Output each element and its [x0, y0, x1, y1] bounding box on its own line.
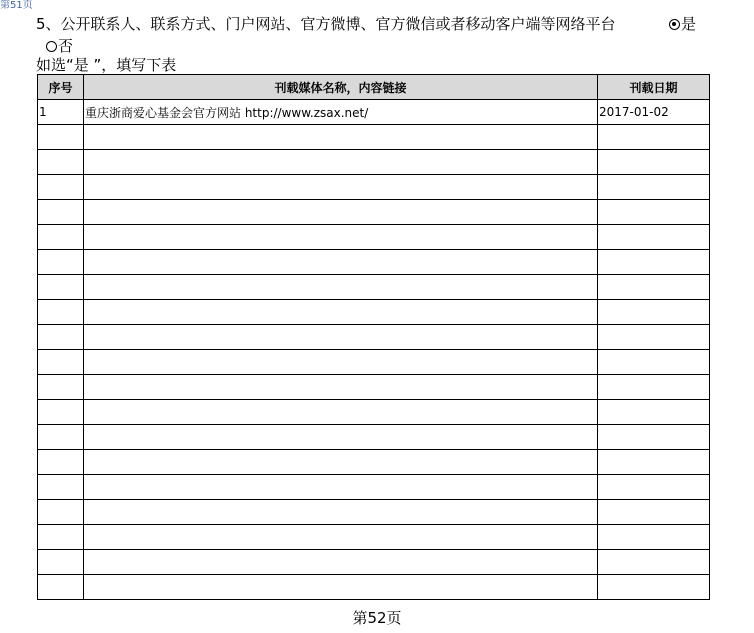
cell-media-name [84, 200, 598, 225]
cell-index [38, 175, 84, 200]
cell-date [598, 375, 710, 400]
cell-date [598, 250, 710, 275]
table-header-row [38, 75, 710, 100]
cell-index [38, 575, 84, 600]
table-row [38, 275, 710, 300]
table-row [38, 125, 710, 150]
cell-index [38, 300, 84, 325]
cell-index [38, 375, 84, 400]
cell-date [598, 525, 710, 550]
cell-date [598, 275, 710, 300]
table-row [38, 250, 710, 275]
table-row [38, 350, 710, 375]
cell-date [598, 575, 710, 600]
cell-index [38, 400, 84, 425]
radio-unchecked-icon[interactable] [46, 41, 57, 52]
cell-media-name [84, 500, 598, 525]
cell-media-name [84, 475, 598, 500]
cell-media-name [84, 450, 598, 475]
table-row [38, 475, 710, 500]
instruction-text: 如选“是 ”，填写下表 [36, 56, 177, 74]
radio-checked-icon[interactable] [669, 19, 680, 30]
page-number: 第52页 [352, 609, 402, 627]
cell-media-name [84, 575, 598, 600]
cell-date [598, 550, 710, 575]
cell-date [598, 150, 710, 175]
cell-media-name [84, 150, 598, 175]
cell-media-name [84, 175, 598, 200]
cell-media-name: 重庆浙商爱心基金会官方网站 http://www.zsax.net/ [84, 100, 598, 125]
cell-index [38, 200, 84, 225]
header-media-name: 刊载媒体名称，内容链接 [84, 75, 598, 100]
table-row [38, 150, 710, 175]
cell-media-name [84, 300, 598, 325]
cell-date [598, 425, 710, 450]
cell-media-name [84, 525, 598, 550]
table-row [38, 200, 710, 225]
table-row [38, 550, 710, 575]
cell-media-name [84, 425, 598, 450]
cell-index [38, 225, 84, 250]
cell-date [598, 325, 710, 350]
cell-date [598, 450, 710, 475]
table-row [38, 375, 710, 400]
table-body [38, 100, 710, 600]
cell-date [598, 300, 710, 325]
cell-index: 1 [38, 100, 84, 125]
question-block [36, 14, 726, 55]
cell-date [598, 475, 710, 500]
table-row [38, 575, 710, 600]
cell-index [38, 150, 84, 175]
cell-index [38, 475, 84, 500]
question-text: 5、公开联系人、联系方式、门户网站、官方微博、官方微信或者移动客户端等网络平台 [36, 15, 616, 33]
cell-index [38, 125, 84, 150]
option-yes-label: 是 [681, 15, 697, 33]
cell-index [38, 275, 84, 300]
previous-page-link[interactable]: 第51页 [0, 0, 33, 11]
header-date: 刊载日期 [598, 75, 710, 100]
header-index: 序号 [38, 75, 84, 100]
table-row [38, 225, 710, 250]
cell-media-name [84, 350, 598, 375]
cell-media-name [84, 325, 598, 350]
cell-media-name [84, 275, 598, 300]
cell-date [598, 175, 710, 200]
cell-index [38, 450, 84, 475]
cell-date [598, 500, 710, 525]
cell-date [598, 400, 710, 425]
cell-date [598, 350, 710, 375]
cell-date [598, 200, 710, 225]
cell-index [38, 500, 84, 525]
option-no-label: 否 [58, 37, 74, 55]
cell-date [598, 125, 710, 150]
table-row [38, 425, 710, 450]
table-row [38, 325, 710, 350]
table-row [38, 300, 710, 325]
cell-date: 2017-01-02 [598, 100, 710, 125]
table-row [38, 525, 710, 550]
cell-index [38, 350, 84, 375]
cell-index [38, 250, 84, 275]
option-yes[interactable] [669, 14, 696, 34]
cell-media-name [84, 550, 598, 575]
cell-media-name [84, 125, 598, 150]
cell-media-name [84, 250, 598, 275]
cell-index [38, 550, 84, 575]
cell-index [38, 425, 84, 450]
option-no[interactable] [46, 36, 73, 56]
cell-index [38, 325, 84, 350]
table-row [38, 175, 710, 200]
table-row [38, 400, 710, 425]
cell-media-name [84, 400, 598, 425]
table-row [38, 500, 710, 525]
table-row [38, 100, 710, 125]
cell-index [38, 525, 84, 550]
media-table [37, 74, 710, 600]
cell-date [598, 225, 710, 250]
cell-media-name [84, 225, 598, 250]
cell-media-name [84, 375, 598, 400]
table-row [38, 450, 710, 475]
